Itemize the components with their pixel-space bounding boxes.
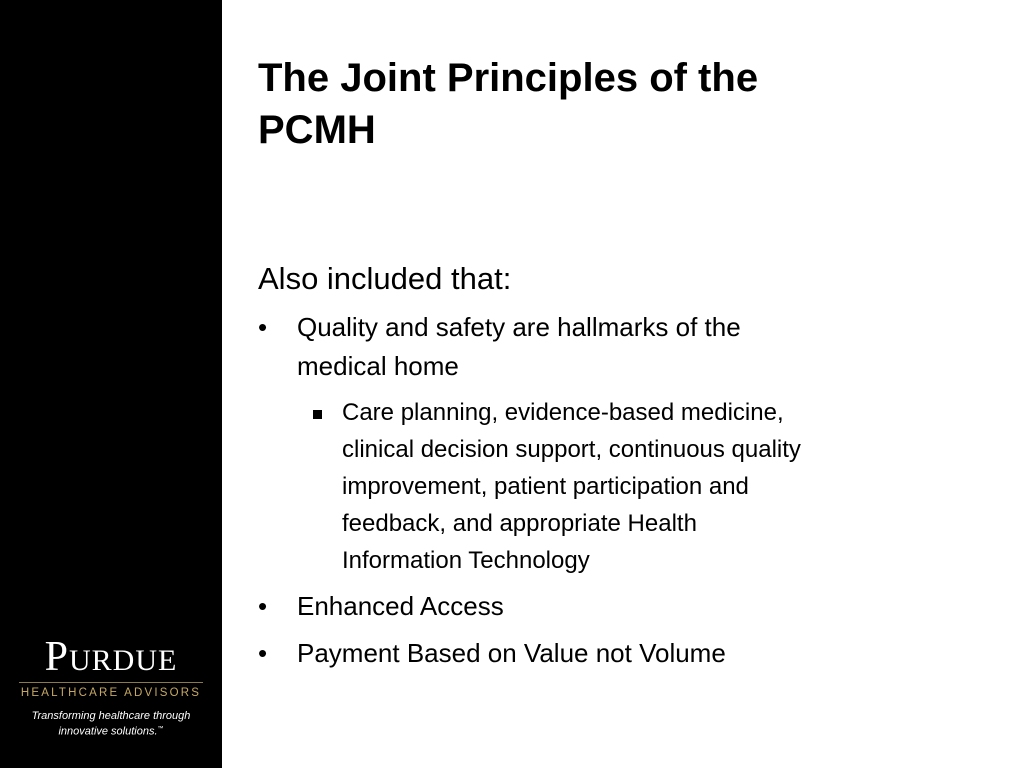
logo-wordmark	[0, 636, 222, 678]
logo-tagline	[0, 710, 222, 739]
bullet-text: Enhanced Access	[297, 591, 504, 621]
bullet-text-line1: Quality and safety are hallmarks of the	[297, 312, 741, 342]
slide-title-line1: The Joint Principles of the	[258, 56, 759, 100]
purdue-logo	[0, 636, 222, 739]
logo-tagline-line1: Transforming healthcare through	[31, 710, 191, 722]
bullet-item-quality-safety	[258, 308, 958, 386]
trademark-symbol: ™	[157, 726, 164, 732]
subbullet-text-line4: feedback, and appropriate Health	[342, 510, 697, 537]
slide-title	[258, 52, 958, 156]
logo-divider	[19, 682, 203, 683]
intro-text: Also included that:	[258, 261, 512, 296]
subbullet-text-line5: Information Technology	[342, 547, 590, 574]
square-bullet-icon	[313, 410, 322, 419]
bullet-text: Payment Based on Value not Volume	[297, 638, 726, 668]
logo-initial: P	[44, 634, 69, 680]
logo-subtitle: HEALTHCARE ADVISORS	[20, 687, 202, 699]
slide-content	[258, 258, 958, 681]
subbullet-text-line3: improvement, patient participation and	[342, 473, 749, 500]
bullet-icon: •	[258, 312, 268, 342]
bullet-icon: •	[258, 591, 268, 621]
bullet-text-line2: medical home	[297, 351, 459, 381]
bullet-icon: •	[258, 638, 268, 668]
subbullet-text-line1: Care planning, evidence-based medicine,	[342, 399, 784, 426]
bullet-item-payment-value	[258, 634, 958, 673]
subbullet-text-line2: clinical decision support, continuous quality	[342, 436, 801, 463]
logo-wordmark-rest: URDUE	[69, 644, 178, 677]
sidebar	[0, 0, 222, 768]
bullet-item-enhanced-access	[258, 587, 958, 626]
subbullet-item-care-planning	[305, 394, 942, 579]
slide-title-line2: PCMH	[258, 108, 376, 152]
logo-tagline-line2: innovative solutions.	[58, 725, 158, 738]
